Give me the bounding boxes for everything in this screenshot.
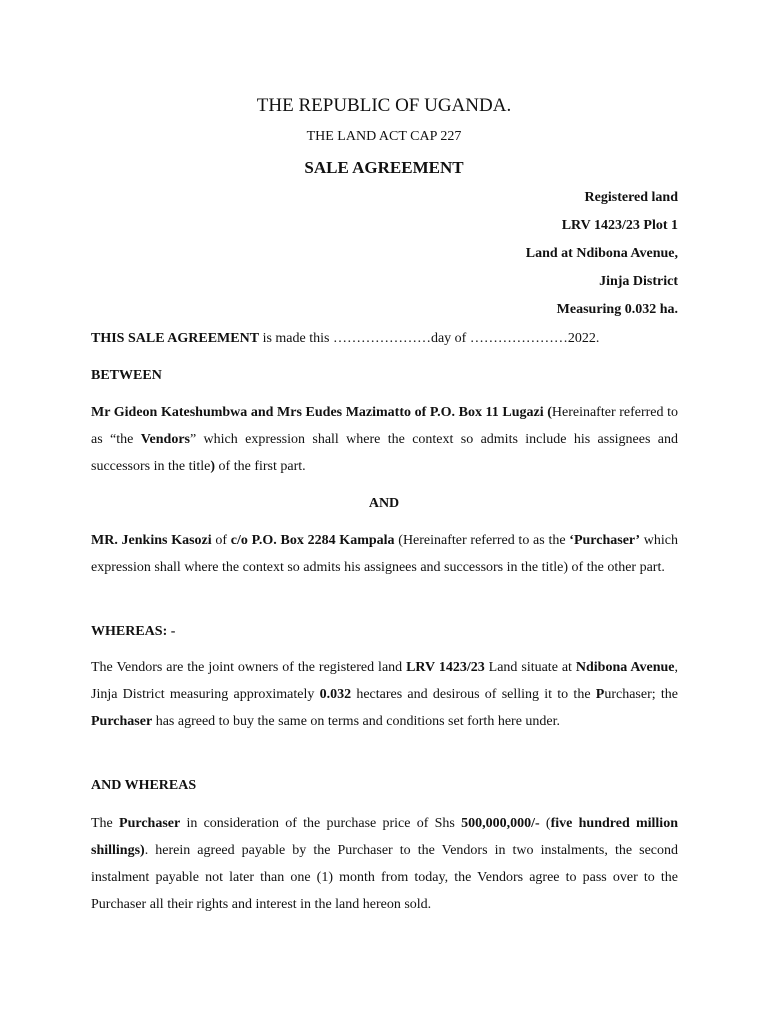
property-district: Jinja District (599, 274, 678, 289)
recital-1-paragraph: The Vendors are the joint owners of the registered land LRV 1423/23 Land situate at Ndibona Avenue, Jinja District measuring approximately 0.032 hectares and desirous of selling it to the Purchaser; the Purchaser has agreed to buy the same on terms and conditions set forth here under. (91, 660, 678, 729)
vendors-paragraph: Mr Gideon Kateshumbwa and Mrs Eudes Mazimatto of P.O. Box 11 Lugazi (Hereinafter referred to as “the Vendors” which expression shall where the context so admits include his assignees and successors in the title) of the first part. (91, 405, 678, 474)
document-title: SALE AGREEMENT (304, 158, 464, 177)
property-type: Registered land (584, 190, 678, 205)
property-location: Land at Ndibona Avenue, (525, 246, 678, 261)
and-heading: AND (368, 496, 400, 511)
and-whereas-heading: AND WHEREAS (91, 778, 197, 793)
intro-paragraph: THIS SALE AGREEMENT is made this …………………day of …………………2022. (91, 331, 600, 346)
between-heading: BETWEEN (91, 368, 162, 383)
republic-heading: THE REPUBLIC OF UGANDA. (256, 95, 512, 116)
act-heading: THE LAND ACT CAP 227 (306, 129, 462, 144)
recital-2-paragraph: The Purchaser in consideration of the purchase price of Shs 500,000,000/- (five hundred million shillings). herein agreed payable by the Purchaser to the Vendors in two instalments, the second instalment payable not later than one (1) month from today, the Vendors agree to pass over to the Purchaser all their rights and interest in the land hereon sold. (91, 816, 678, 912)
purchaser-paragraph: MR. Jenkins Kasozi of c/o P.O. Box 2284 Kampala (Hereinafter referred to as the ‘Purchaser’ which expression shall where the context so admits his assignees and successors in the title) of the other part. (91, 533, 678, 575)
property-lrv: LRV 1423/23 Plot 1 (561, 218, 678, 233)
whereas-heading: WHEREAS: - (91, 624, 176, 639)
property-measure: Measuring 0.032 ha. (556, 302, 678, 317)
